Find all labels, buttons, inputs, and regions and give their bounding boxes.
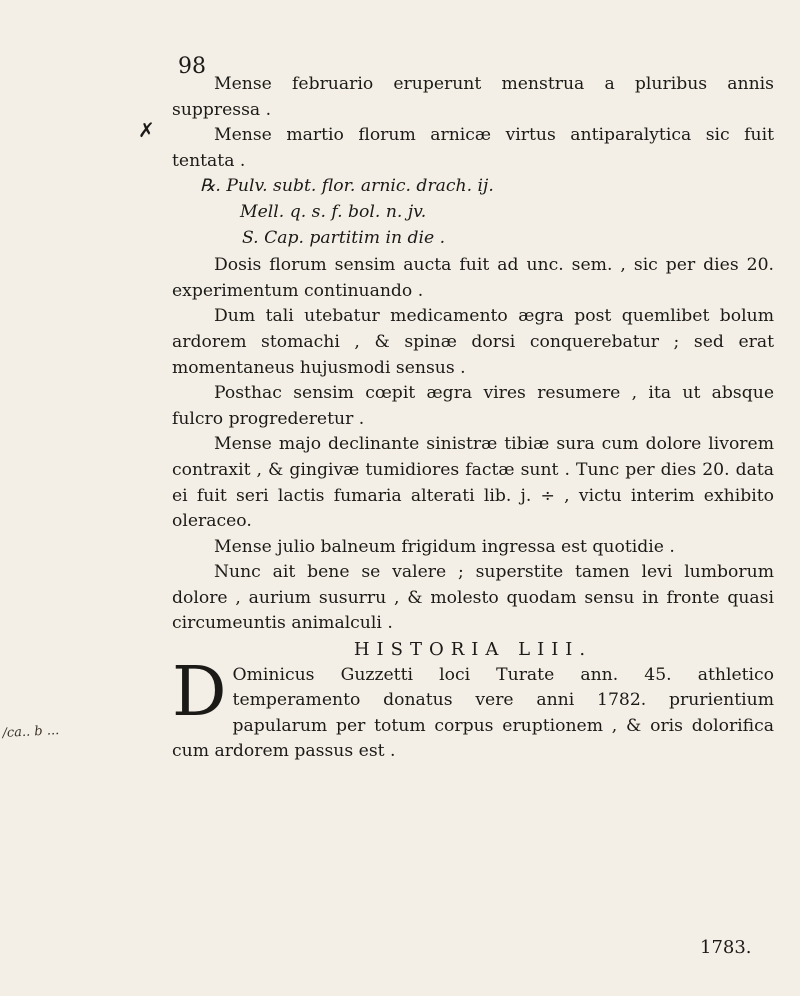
body-text [172,72,774,765]
handwritten-margin-note [2,713,171,746]
paragraph: Mense martio florum arnicæ virtus antiparalytica sic fuit tentata . [172,125,774,171]
paragraph: Mense julio balneum frigidum ingressa est quotidie . [214,536,675,557]
note-line: /ca.. b ... [2,723,60,741]
recipe-line: Mell. q. s. f. bol. n. jv. [240,201,427,222]
margin-mark: ✗ [138,118,155,142]
page-number: 98 [178,54,206,79]
paragraph: Mense februario eruperunt menstrua a pluribus annis suppressa . [172,74,774,120]
drop-cap: D [172,652,227,732]
recipe-line: S. Cap. partitim in die . [242,227,446,248]
section-heading: HISTORIA LIII. [353,639,593,661]
paragraph: Posthac sensim cœpit ægra vires resumere , ita ut absque fulcro progrederetur . [172,383,774,429]
paragraph: Dosis florum sensim aucta fuit ad unc. sem. , sic per dies 20. experimentum continuando . [172,255,774,301]
recipe-line: ℞. Pulv. subt. flor. arnic. drach. ij. [200,176,494,197]
catchword: 1783. [700,937,752,958]
paragraph: Dum tali utebatur medicamento ægra post quemlibet bolum ardorem stomachi , & spinæ dorsi conquerebatur ; sed erat momentaneus hujusmodi sensus . [172,306,774,378]
paragraph: Nunc ait bene se valere ; superstite tamen levi lumborum dolore , aurium susurru , & molesto quodam sensu in fronte quasi circumeuntis animalculi . [172,562,774,634]
case-paragraph [172,652,774,765]
paragraph: Mense majo declinante sinistræ tibiæ sura cum dolore livorem contraxit , & gingivæ tumidiores factæ sunt . Tunc per dies 20. data ei fuit seri lactis fumaria alterati lib. j. ÷ , victu interim exhibito oleraceo. [172,434,774,532]
case-text: Ominicus Guzzetti loci Turate ann. 45. athletico temperamento donatus vere anni 1782. prurientium papularum per totum corpus eruptionem , & oris dolorifica cum ardorem passus est . [172,664,774,762]
